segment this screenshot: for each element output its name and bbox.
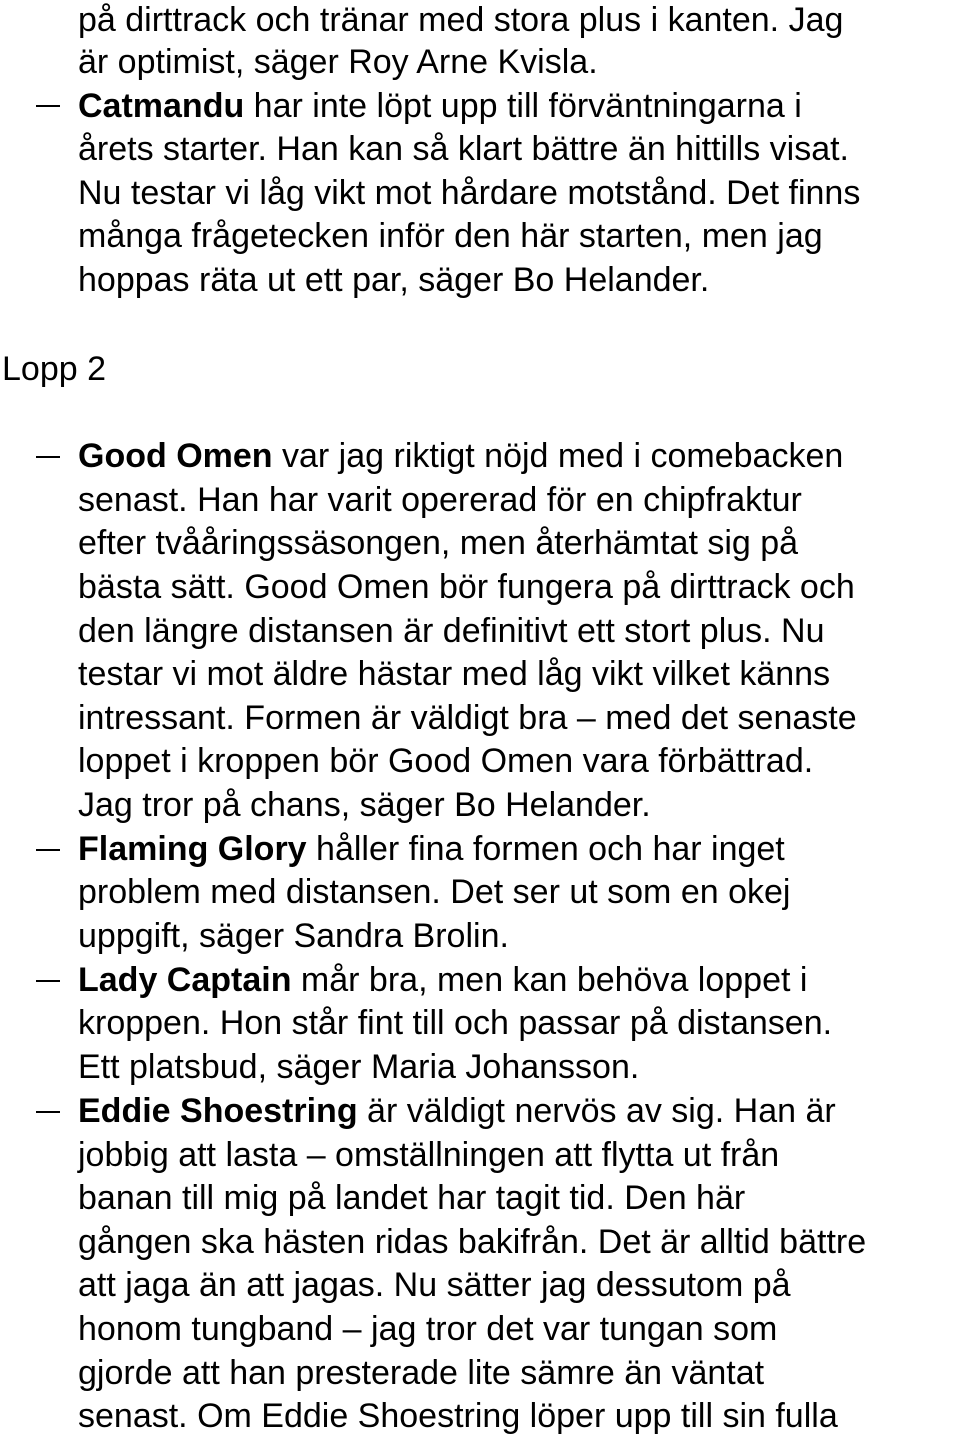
- text-line: Jag tror på chans, säger Bo Helander.: [78, 786, 651, 824]
- text-line: intressant. Formen är väldigt bra – med det senaste: [78, 699, 857, 737]
- lady-captain-paragraph-line: [78, 958, 807, 1002]
- dash-bullet: [36, 105, 60, 107]
- horse-name-eddie-shoestring: Eddie Shoestring: [78, 1092, 358, 1130]
- text-line: på dirttrack och tränar med stora plus i kanten. Jag: [78, 1, 844, 39]
- text-line: problem med distansen. Det ser ut som en okej: [78, 873, 791, 911]
- text-line: honom tungband – jag tror det var tungan som: [78, 1310, 778, 1348]
- text-line: årets starter. Han kan så klart bättre än hittills visat.: [78, 130, 849, 168]
- text-line: gången ska hästen ridas bakifrån. Det är alltid bättre: [78, 1223, 867, 1261]
- dash-bullet: [36, 980, 60, 982]
- text-line: jobbig att lasta – omställningen att flytta ut från: [78, 1136, 780, 1174]
- text-line: banan till mig på landet har tagit tid. Den här: [78, 1179, 746, 1217]
- text-line: att jaga än att jagas. Nu sätter jag dessutom på: [78, 1266, 791, 1304]
- text-line: den längre distansen är definitivt ett stort plus. Nu: [78, 612, 825, 650]
- text-line: senast. Han har varit opererad för en chipfraktur: [78, 481, 802, 519]
- text-line: Nu testar vi låg vikt mot hårdare motstånd. Det finns: [78, 174, 861, 212]
- text-line: efter tvååringssäsongen, men återhämtat sig på: [78, 524, 799, 562]
- good-omen-paragraph-line: [78, 434, 843, 478]
- text-line: är optimist, säger Roy Arne Kvisla.: [78, 43, 598, 81]
- text-line: uppgift, säger Sandra Brolin.: [78, 917, 509, 955]
- flaming-glory-paragraph-line: [78, 827, 785, 871]
- horse-name-good-omen: Good Omen: [78, 437, 273, 475]
- dash-bullet: [36, 456, 60, 458]
- text-line: kroppen. Hon står fint till och passar på distansen.: [78, 1004, 833, 1042]
- section-heading: Lopp 2: [2, 350, 106, 388]
- text-line: senast. Om Eddie Shoestring löper upp till sin fulla: [78, 1397, 838, 1435]
- text-line: gjorde att han presterade lite sämre än väntat: [78, 1354, 765, 1392]
- text-line: Ett platsbud, säger Maria Johansson.: [78, 1048, 640, 1086]
- horse-name-flaming-glory: Flaming Glory: [78, 830, 307, 868]
- dash-bullet: [36, 1111, 60, 1113]
- text-span: är väldigt nervös av sig. Han är: [357, 1092, 836, 1130]
- text-line: hoppas räta ut ett par, säger Bo Helander.: [78, 261, 710, 299]
- text-span: var jag riktigt nöjd med i comebacken: [272, 437, 844, 475]
- text-line: bästa sätt. Good Omen bör fungera på dirttrack och: [78, 568, 855, 606]
- catmandu-paragraph-line: [78, 84, 802, 128]
- text-span: håller fina formen och har inget: [306, 830, 785, 868]
- text-span: mår bra, men kan behöva loppet i: [291, 961, 808, 999]
- eddie-shoestring-paragraph-line: [78, 1089, 836, 1133]
- text-line: många frågetecken inför den här starten, men jag: [78, 217, 823, 255]
- dash-bullet: [36, 849, 60, 851]
- horse-name-lady-captain: Lady Captain: [78, 961, 292, 999]
- text-line: testar vi mot äldre hästar med låg vikt vilket känns: [78, 655, 831, 693]
- text-span: har inte löpt upp till förväntningarna i: [244, 87, 802, 125]
- text-line: loppet i kroppen bör Good Omen vara förbättrad.: [78, 742, 814, 780]
- horse-name-catmandu: Catmandu: [78, 87, 245, 125]
